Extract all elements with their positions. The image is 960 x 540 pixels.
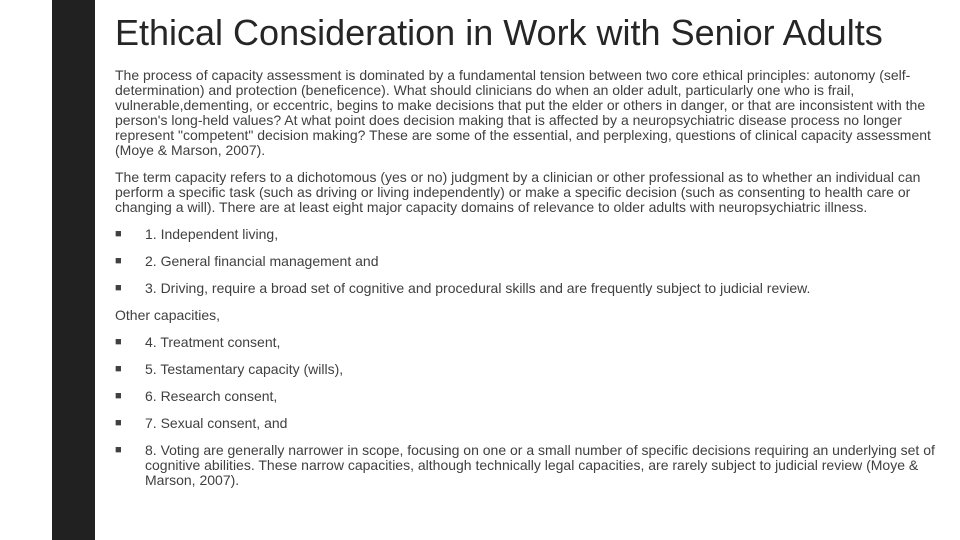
slide-body [115,68,937,500]
list-item-text: 7. Sexual consent, and [145,415,288,431]
list-item [115,389,937,404]
bullet-icon: ■ [115,228,122,240]
list-item-text: 5. Testamentary capacity (wills), [145,361,344,377]
bullet-icon: ■ [115,255,122,267]
bullet-icon: ■ [115,282,122,294]
bullet-icon: ■ [115,390,122,402]
list-item [115,281,937,296]
list-item-text: 6. Research consent, [145,388,278,404]
bullet-icon: ■ [115,363,122,375]
list-item [115,443,937,488]
other-capacities-label: Other capacities, [115,307,221,323]
paragraph-capacity-assessment: The process of capacity assessment is dominated by a fundamental tension between two core ethical principles: autonomy (self-determination) and protection (beneficence). What should clinicians do when an older adult, particularly one who is frail, vulnerable,dementing, or eccentric, begins to make decisions that put the elder or others in danger, or that are inconsistent with the person's long-held values? At what point does decision making that is affected by a neuropsychiatric disease process no longer represent "competent" decision making? These are some of the essential, and perplexing, questions of clinical capacity assessment (Moye & Marson, 2007). [115,67,931,158]
bullet-icon: ■ [115,417,122,429]
list-item [115,335,937,350]
slide-title: Ethical Consideration in Work with Senior Adults [115,12,883,53]
paragraph-capacity-definition: The term capacity refers to a dichotomous (yes or no) judgment by a clinician or other professional as to whether an individual can perform a specific task (such as driving or living independently) or make a specific decision (such as consenting to health care or changing a will). There are at least eight major capacity domains of relevance to older adults with neuropsychiatric illness. [115,169,921,215]
list-item-text: 4. Treatment consent, [145,334,281,350]
bullet-icon: ■ [115,336,122,348]
bullet-icon: ■ [115,444,122,456]
slide-accent-bar [52,0,95,540]
list-item [115,416,937,431]
list-item-text: 3. Driving, require a broad set of cognitive and procedural skills and are frequently subject to judicial review. [145,280,811,296]
list-item-text: 1. Independent living, [145,226,279,242]
list-item-text: 2. General financial management and [145,253,379,269]
list-item [115,227,937,242]
list-item [115,362,937,377]
list-item-text: 8. Voting are generally narrower in scope, focusing on one or a small number of specific decisions requiring an underlying set of cognitive abilities. These narrow capacities, although technically legal capacities, are rarely subject to judicial review (Moye & Marson, 2007). [145,442,935,488]
list-item [115,254,937,269]
